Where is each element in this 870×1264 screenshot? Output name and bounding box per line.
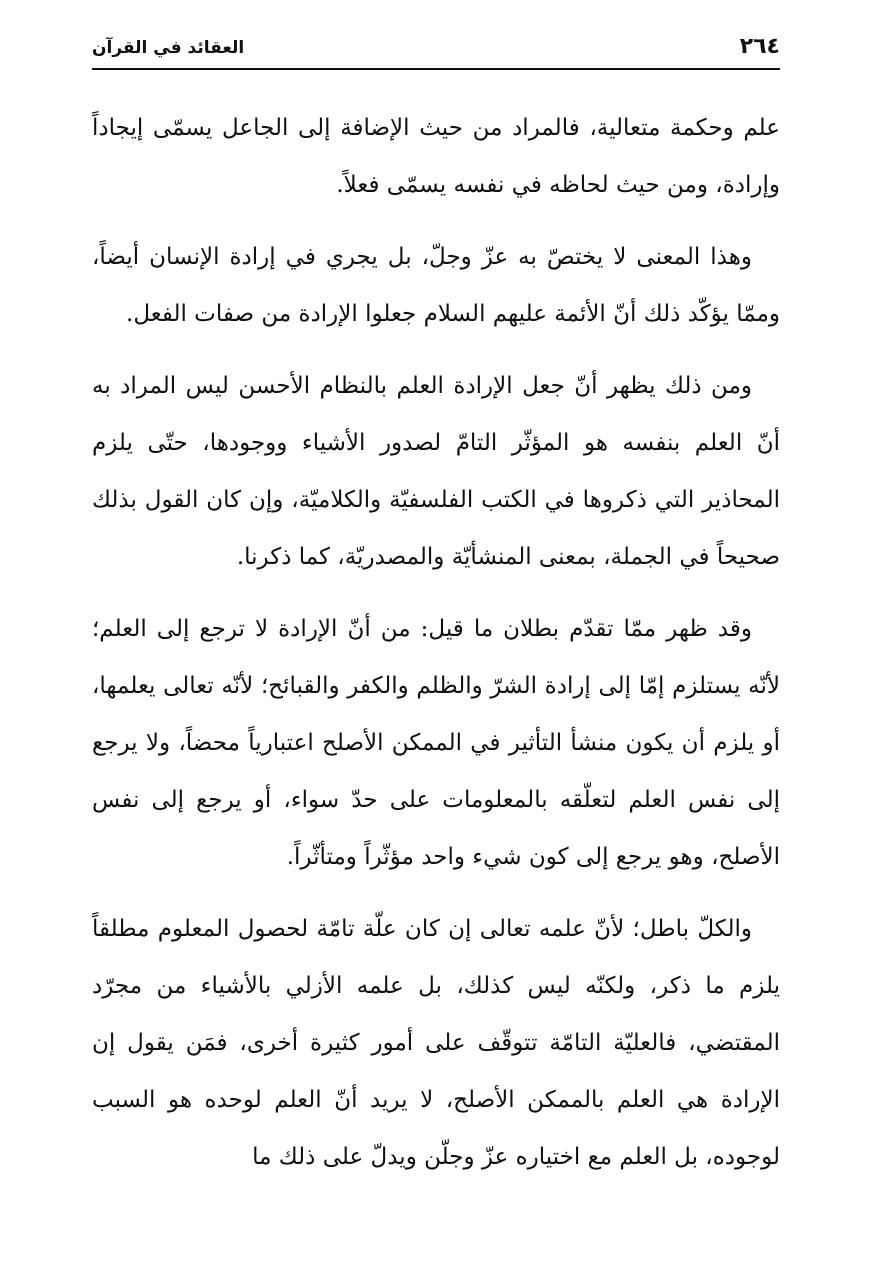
page-header [92,30,780,70]
paragraph: وقد ظهر ممّا تقدّم بطلان ما قيل: من أنّ الإرادة لا ترجع إلى العلم؛ لأنّه يستلزم إمّا إلى إرادة الشرّ والظلم والكفر والقبائح؛ لأنّه تعالى يعلمها، أو يلزم أن يكون منشأ التأثير في الممكن الأصلح اعتبارياً محضاً، ولا يرجع إلى نفس العلم لتعلّقه بالمعلومات على حدّ سواء، أو يرجع إلى نفس الأصلح، وهو يرجع إلى كون شيء واحد مؤثّراً ومتأثّراً. [92,616,780,870]
paragraph: والكلّ باطل؛ لأنّ علمه تعالى إن كان علّة تامّة لحصول المعلوم مطلقاً يلزم ما ذكر، ولكنّه ليس كذلك، بل علمه الأزلي بالأشياء من مجرّد المقتضي، فالعليّة التامّة تتوقّف على أمور كثيرة أخرى، فمَن يقول إن الإرادة هي العلم بالممكن الأصلح، لا يريد أنّ العلم لوحده هو السبب لوجوده، بل العلم مع اختياره عزّ وجلّن ويدلّ على ذلك ما [92,916,780,1170]
page-number: ٢٦٤ [739,34,780,59]
paragraph: ومن ذلك يظهر أنّ جعل الإرادة العلم بالنظام الأحسن ليس المراد به أنّ العلم بنفسه هو المؤثّر التامّ لصدور الأشياء ووجودها، حتّى يلزم المحاذير التي ذكروها في الكتب الفلسفيّة والكلاميّة، وإن كان القول بذلك صحيحاً في الجملة، بمعنى المنشأيّة والمصدريّة، كما ذكرنا. [92,373,780,570]
paragraph: علم وحكمة متعالية، فالمراد من حيث الإضافة إلى الجاعل يسمّى إيجاداً وإرادة، ومن حيث لحاظه في نفسه يسمّى فعلاً. [92,115,780,198]
header-divider [92,68,780,70]
body-text [92,100,780,1201]
paragraph: وهذا المعنى لا يختصّ به عزّ وجلّ، بل يجري في إرادة الإنسان أيضاً، وممّا يؤكّد ذلك أنّ الأئمة عليهم السلام جعلوا الإرادة من صفات الفعل. [92,244,780,327]
running-title: العقائد في القرآن [92,38,245,58]
